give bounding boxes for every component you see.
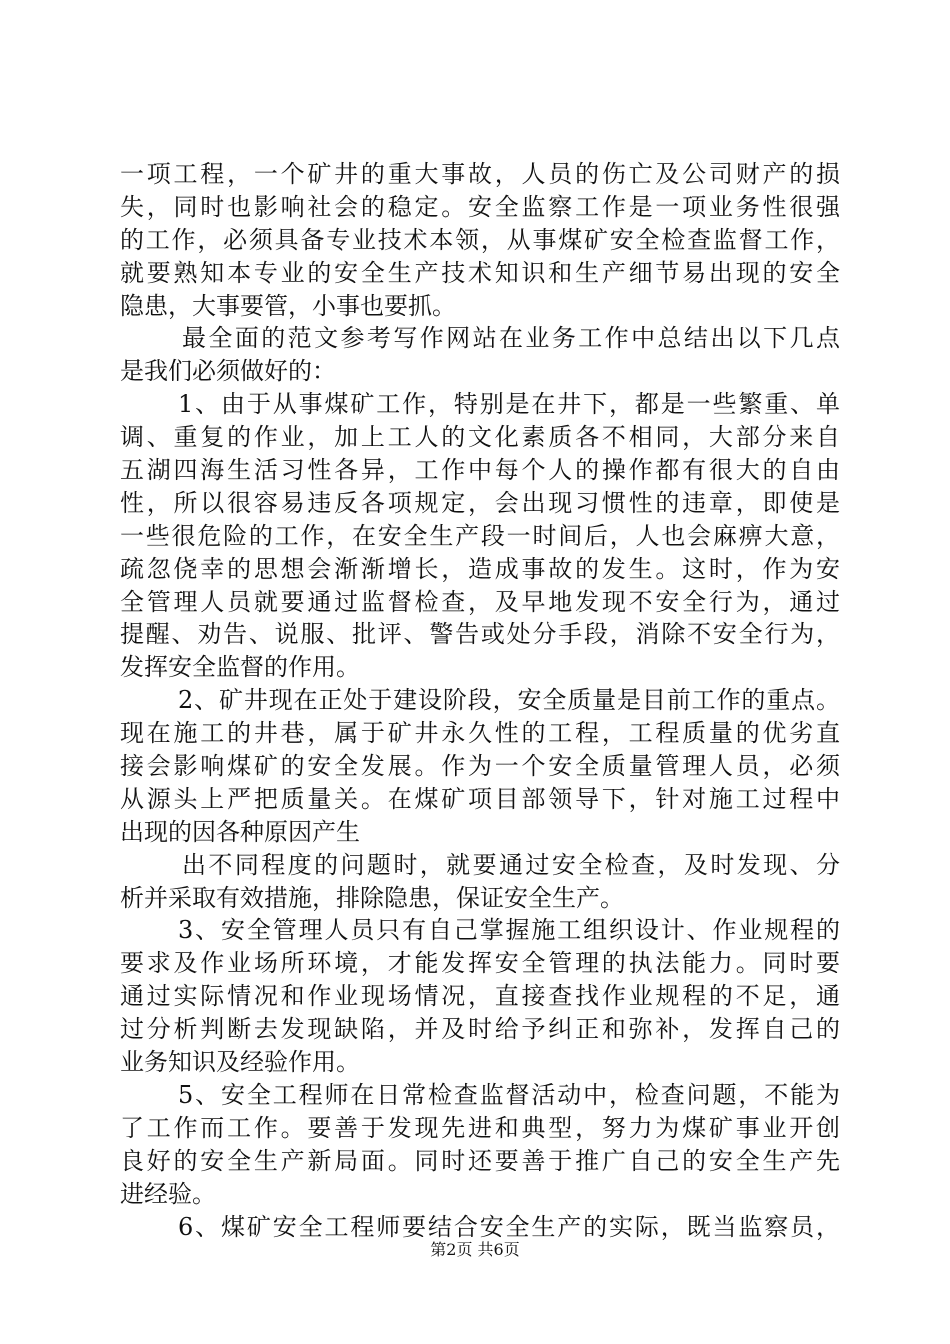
text-line: 出现的因各种原因产生 (120, 817, 360, 846)
text-line: 良好的安全生产新局面。同时还要善于推广自己的安全生产先 (120, 1146, 840, 1175)
text-line: 发挥安全监督的作用。 (120, 653, 360, 682)
text-line: 一些很危险的工作，在安全生产段一时间后，人也会麻痹大意， (120, 521, 840, 550)
text-line: 调、重复的作业，加上工人的文化素质各不相同，大部分来自 (120, 423, 840, 452)
text-line: 是我们必须做好的： (120, 357, 336, 386)
text-line: 要求及作业场所环境，才能发挥安全管理的执法能力。同时要 (120, 949, 840, 978)
text-line: 失，同时也影响社会的稳定。安全监察工作是一项业务性很强 (120, 192, 840, 221)
text-line: 析并采取有效措施，排除隐患，保证安全生产。 (120, 883, 624, 912)
text-line: 5、安全工程师在日常检查监督活动中，检查问题，不能为 (178, 1080, 840, 1109)
text-line: 全管理人员就要通过监督检查，及早地发现不安全行为，通过 (120, 587, 840, 616)
text-line: 出不同程度的问题时，就要通过安全检查，及时发现、分 (182, 850, 840, 879)
document-body (120, 158, 840, 1243)
text-line: 6、煤矿安全工程师要结合安全生产的实际，既当监察员， (178, 1212, 840, 1241)
text-line: 通过实际情况和作业现场情况，直接查找作业规程的不足，通 (120, 982, 840, 1011)
text-line: 接会影响煤矿的安全发展。作为一个安全质量管理人员，必须 (120, 752, 840, 781)
text-line: 疏忽侥幸的思想会渐渐增长，造成事故的发生。这时，作为安 (120, 554, 840, 583)
text-line: 隐患，大事要管，小事也要抓。 (120, 291, 456, 320)
text-line: 了工作而工作。要善于发现先进和典型，努力为煤矿事业开创 (120, 1113, 840, 1142)
text-line: 最全面的范文参考写作网站在业务工作中总结出以下几点 (182, 324, 840, 353)
text-line: 从源头上严把质量关。在煤矿项目部领导下，针对施工过程中 (120, 784, 840, 813)
text-line: 现在施工的井巷，属于矿井永久性的工程，工程质量的优劣直 (120, 719, 840, 748)
text-line: 提醒、劝告、说服、批评、警告或处分手段，消除不安全行为， (120, 620, 840, 649)
text-line: 的工作，必须具备专业技术本领，从事煤矿安全检查监督工作， (120, 225, 840, 254)
text-line: 3、安全管理人员只有自己掌握施工组织设计、作业规程的 (178, 916, 840, 945)
text-line: 过分析判断去发现缺陷，并及时给予纠正和弥补，发挥自己的 (120, 1015, 840, 1044)
text-line: 五湖四海生活习性各异，工作中每个人的操作都有很大的自由 (120, 456, 840, 485)
text-line: 性，所以很容易违反各项规定，会出现习惯性的违章，即使是 (120, 488, 840, 517)
text-line: 一项工程，一个矿井的重大事故，人员的伤亡及公司财产的损 (120, 160, 840, 188)
text-line: 1、由于从事煤矿工作，特别是在井下，都是一些繁重、单 (178, 390, 840, 419)
text-line: 业务知识及经验作用。 (120, 1048, 360, 1077)
text-line: 2、矿井现在正处于建设阶段，安全质量是目前工作的重点。 (178, 686, 840, 715)
text-line: 就要熟知本专业的安全生产技术知识和生产细节易出现的安全 (120, 258, 840, 287)
page-number-footer: 第2页 共6页 (430, 1240, 520, 1259)
text-line: 进经验。 (120, 1179, 216, 1208)
